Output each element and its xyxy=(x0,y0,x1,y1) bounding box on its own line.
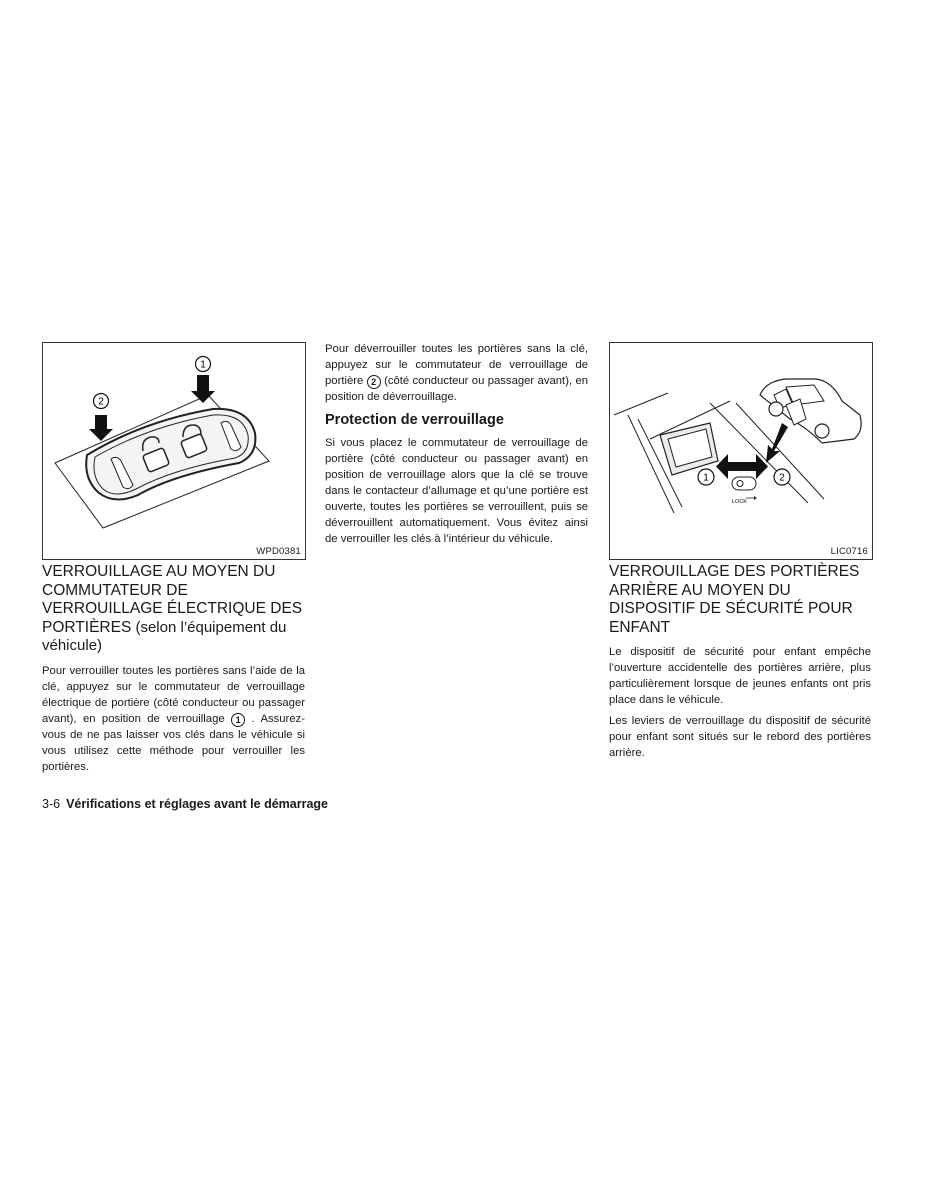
double-arrow-icon xyxy=(716,454,768,479)
paragraph-text: Pour déverrouiller toutes les portières sans la clé, appuyez sur le commutateur de verrouillage de portière xyxy=(325,343,588,387)
callout-2: 2 xyxy=(98,396,104,408)
paragraph: Les leviers de verrouillage du dispositif de sécurité pour enfant sont situés sur le rebord des portières arrière. xyxy=(609,715,871,759)
heading-sub: (selon l’équipement du véhicule) xyxy=(42,618,287,654)
paragraph-text: (côté conducteur ou passager avant), en position de déverrouillage. xyxy=(325,375,589,403)
column-2 xyxy=(325,341,588,547)
paragraph-text: Pour verrouiller toutes les portières sans l’aide de la clé, appuyez sur le commutateur de verrouillage électrique de portière (côté conducteur ou passager avant), en position de verrouillage xyxy=(42,664,305,725)
child-safety-lock-illustration xyxy=(610,343,872,559)
callout-marker: 2 xyxy=(367,375,381,389)
paragraph xyxy=(325,341,588,405)
callout-1: 1 xyxy=(200,359,206,371)
door-lock-switch-figure xyxy=(42,342,306,560)
callout-marker: 1 xyxy=(231,713,245,727)
section-heading: VERROUILLAGE DES PORTIÈRES ARRIÈRE AU MOYEN DU DISPOSITIF DE SÉCURITÉ POUR ENFANT xyxy=(609,563,860,636)
subsection-heading: Protection de verrouillage xyxy=(325,412,504,428)
paragraph xyxy=(42,663,305,775)
paragraph: Si vous placez le commutateur de verrouillage de portière (côté conducteur ou passager avant) en position de verrouillage alors que la clé se trouve dans le contacteur d’allumage et qu’une portière est ouverte, toutes les portières se verrouillent, puis se déverrouillent automatiquement. Vous évitez ainsi de verrouiller les clés à l’intérieur du véhicule. xyxy=(325,437,588,545)
figure-code: LIC0716 xyxy=(830,546,868,557)
page-number: 3-6 xyxy=(42,797,61,811)
paragraph: Le dispositif de sécurité pour enfant empêche l’ouverture accidentelle des portières arrière, plus particulièrement lorsque de jeunes enfants ont pris place dans le véhicule. xyxy=(609,646,871,706)
car-icon xyxy=(760,379,861,443)
door-lock-switch-illustration xyxy=(43,343,305,559)
lock-lever-icon xyxy=(732,477,756,490)
section-heading xyxy=(42,563,305,656)
callout-2: 2 xyxy=(779,472,785,484)
child-safety-lock-figure xyxy=(609,342,873,560)
figure-code: WPD0381 xyxy=(256,546,301,557)
lock-label: LOCK xyxy=(732,499,747,505)
callout-1: 1 xyxy=(703,472,709,484)
column-3 xyxy=(609,563,871,761)
page-footer xyxy=(42,797,328,811)
heading-main: VERROUILLAGE AU MOYEN DU COMMUTATEUR DE VERROUILLAGE ÉLECTRIQUE DES PORTIÈRES xyxy=(42,563,303,636)
column-1 xyxy=(42,563,305,775)
paragraph-text: . Assurez-vous de ne pas laisser vos clés dans le véhicule si vous utilisez cette méthode pour verrouiller les portières. xyxy=(42,712,306,773)
section-title: Vérifications et réglages avant le démarrage xyxy=(66,797,328,811)
